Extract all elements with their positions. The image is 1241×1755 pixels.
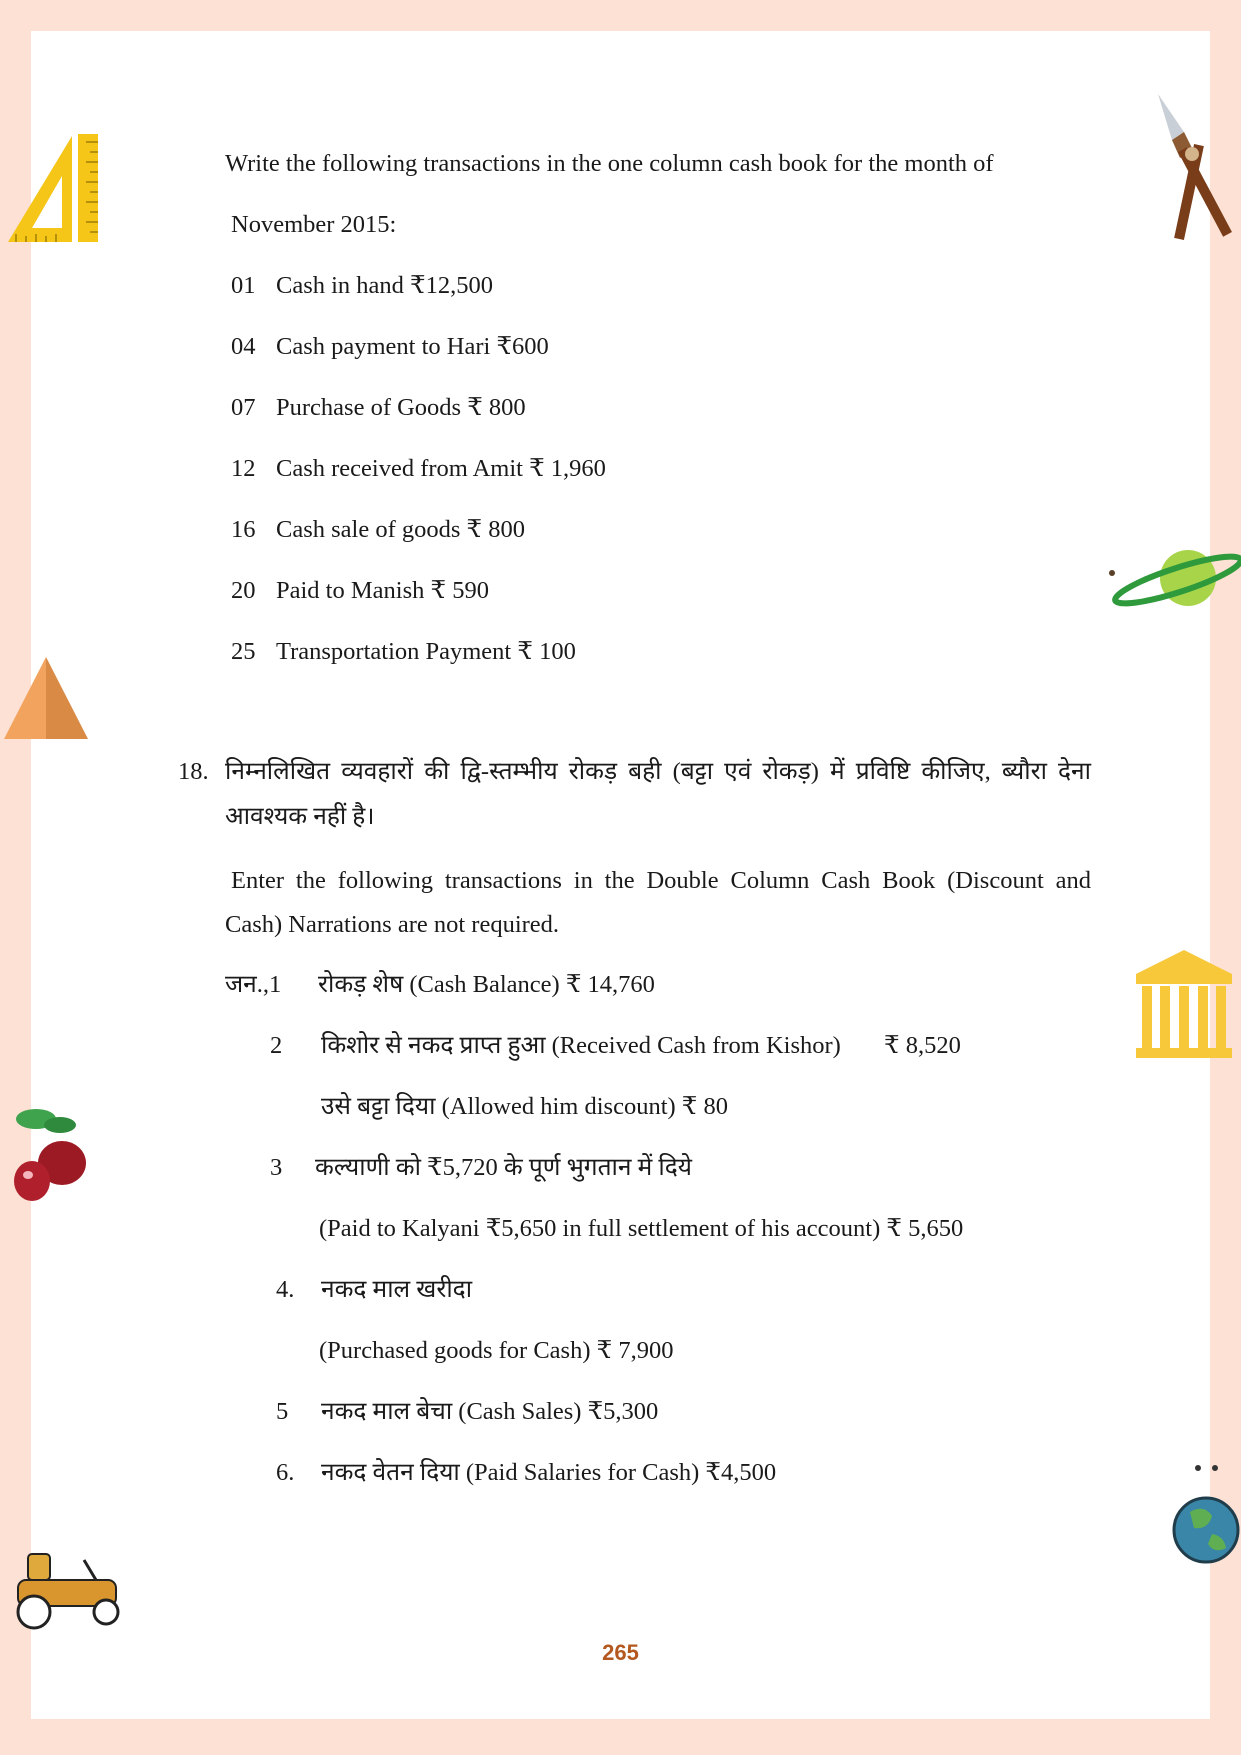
temple-icon: [1134, 948, 1234, 1060]
transaction-text: Purchase of Goods ₹ 800: [276, 394, 526, 421]
transaction-text: Cash received from Amit ₹ 1,960: [276, 455, 606, 482]
entry-text: रोकड़ शेष (Cash Balance) ₹ 14,760: [318, 971, 655, 998]
intro-line-1: Write the following transactions in the one column cash book for the month of: [225, 150, 994, 177]
list-item: [231, 332, 549, 362]
transaction-day: 07: [231, 394, 256, 421]
question-number: 18.: [178, 758, 209, 785]
transaction-day: 25: [231, 638, 256, 665]
transaction-text: Cash sale of goods ₹ 800: [276, 516, 525, 543]
entry-text: नकद वेतन दिया (Paid Salaries for Cash) ₹4,500: [321, 1459, 777, 1486]
transaction-text: Paid to Manish ₹ 590: [276, 577, 489, 604]
vintage-car-icon: [0, 1540, 130, 1640]
list-item: [231, 576, 489, 606]
cherries-icon: [6, 1105, 90, 1205]
entry-subtext: (Paid to Kalyani ₹5,650 in full settlement of his account) ₹ 5,650: [319, 1215, 964, 1242]
entry-amount: ₹ 8,520: [884, 1032, 961, 1059]
intro-line-2: November 2015:: [231, 211, 397, 238]
entry-number: 3: [270, 1154, 283, 1181]
entry-date-label: जन.,1: [225, 971, 282, 998]
transaction-day: 12: [231, 455, 256, 482]
entry-text: नकद माल बेचा (Cash Sales) ₹5,300: [321, 1398, 659, 1425]
transaction-day: 20: [231, 577, 256, 604]
entry-text: कल्याणी को ₹5,720 के पूर्ण भुगतान में दिये: [315, 1154, 692, 1181]
page-number: 265: [602, 1640, 639, 1665]
entry-number: 4.: [276, 1276, 295, 1303]
list-item: [231, 515, 525, 545]
list-item: [231, 271, 493, 301]
transaction-text: Transportation Payment ₹ 100: [276, 638, 576, 665]
pyramid-icon: [2, 655, 90, 741]
q18-hindi-line-2: आवश्यक नहीं है।: [225, 803, 375, 830]
planet-icon: [1108, 540, 1241, 615]
list-item: [231, 393, 526, 423]
entry-subtext: (Purchased goods for Cash) ₹ 7,900: [319, 1337, 674, 1364]
entry-text: किशोर से नकद प्राप्त हुआ (Received Cash from Kishor): [321, 1032, 841, 1059]
entry-subtext: उसे बट्टा दिया (Allowed him discount) ₹ 80: [321, 1093, 729, 1120]
set-square-icon: [6, 132, 102, 244]
list-item: [231, 637, 576, 667]
q18-english-line-2: Cash) Narrations are not required.: [225, 911, 560, 938]
transaction-day: 04: [231, 333, 256, 360]
transaction-text: Cash in hand ₹12,500: [276, 272, 494, 299]
entry-number: 6.: [276, 1459, 295, 1486]
entry-number: 5: [276, 1398, 289, 1425]
q18-english-line-1: Enter the following transactions in the Double Column Cash Book (Discount and: [231, 867, 1091, 894]
pruning-shears-icon: [1150, 92, 1240, 242]
q18-hindi-line-1: निम्नलिखित व्यवहारों की द्वि-स्तम्भीय रोकड़ बही (बट्टा एवं रोकड़) में प्रविष्टि कीजिए, ब्यौरा देना: [225, 758, 1091, 785]
entry-number: 2: [270, 1032, 283, 1059]
transaction-day: 16: [231, 516, 256, 543]
transaction-day: 01: [231, 272, 256, 299]
globe-icon: [1168, 1460, 1240, 1572]
transaction-text: Cash payment to Hari ₹600: [276, 333, 549, 360]
list-item: [231, 454, 606, 484]
entry-text: नकद माल खरीदा: [321, 1276, 473, 1303]
